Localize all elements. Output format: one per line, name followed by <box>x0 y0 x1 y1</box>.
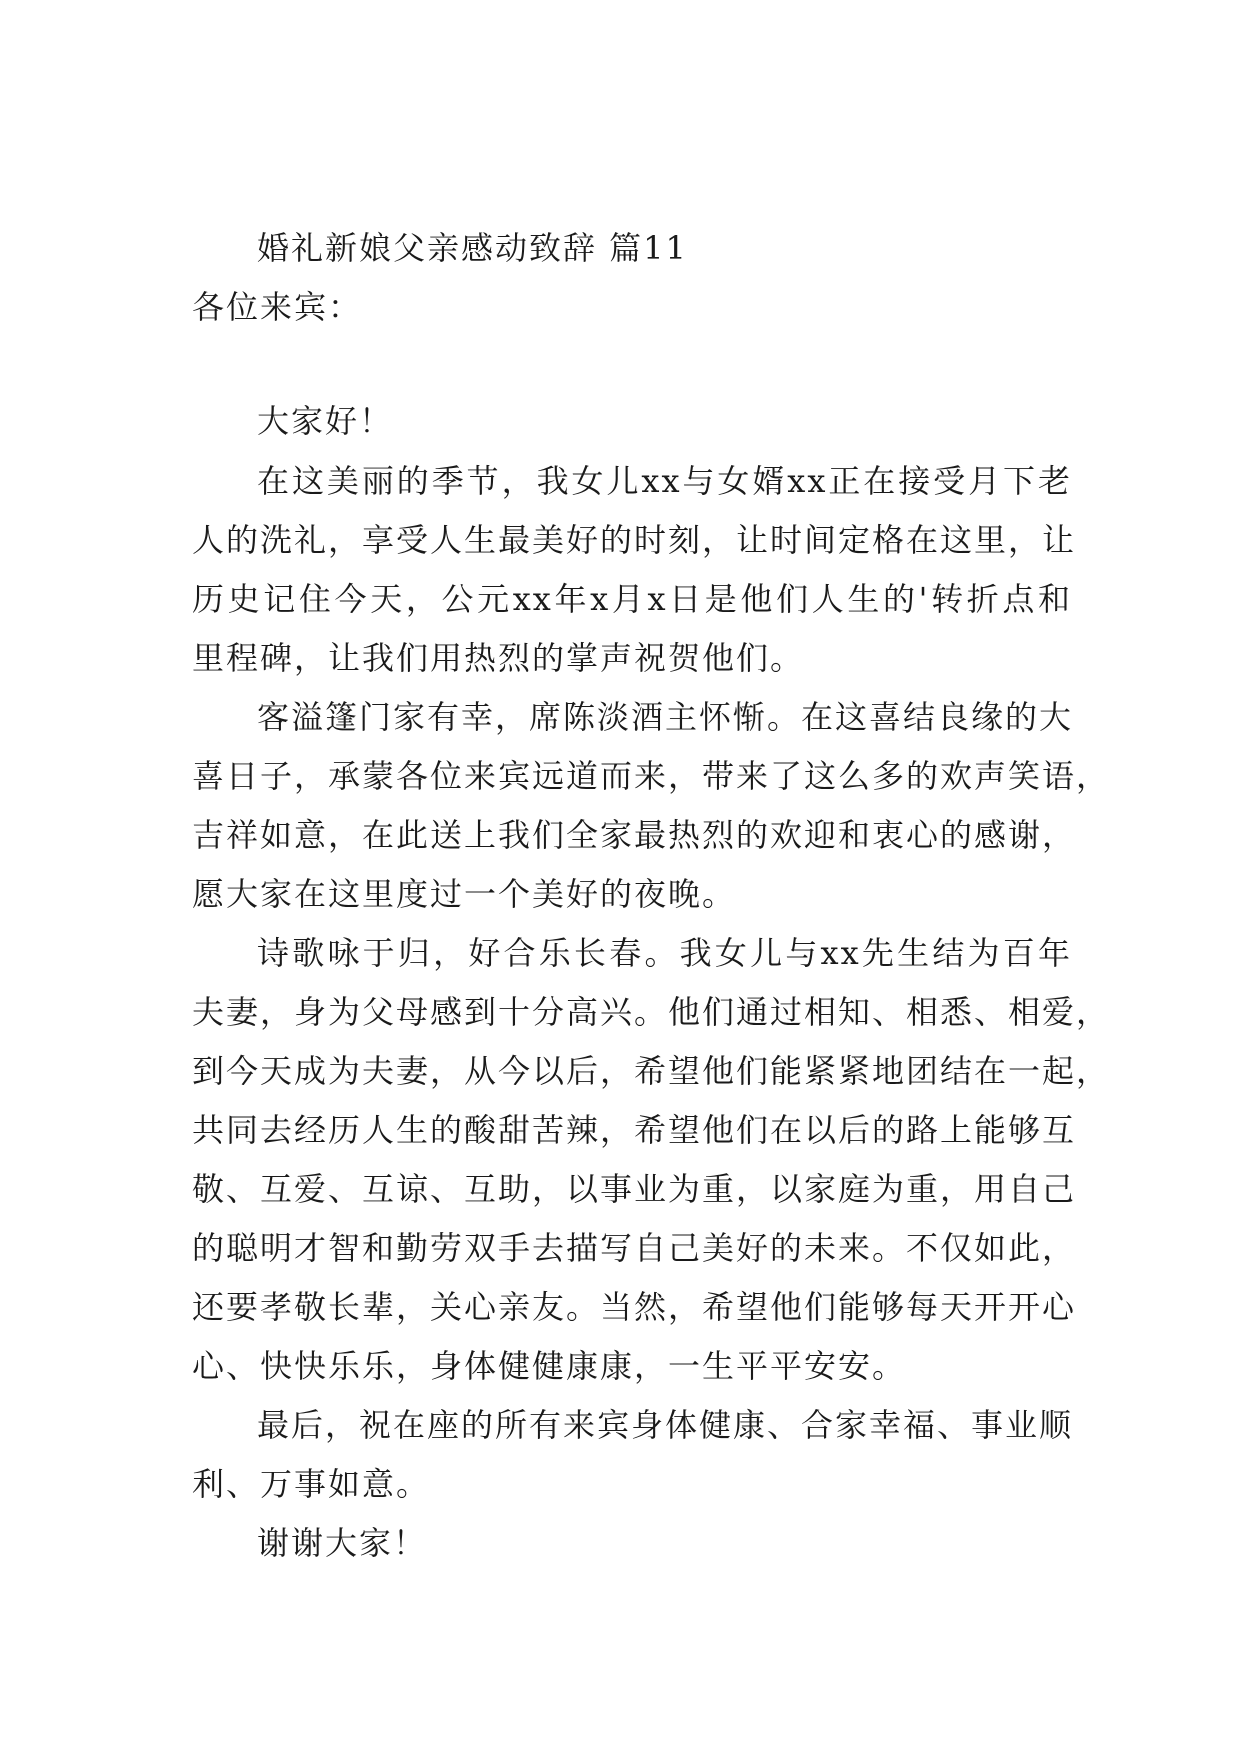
paragraph-1-line-4: 里程碑，让我们用热烈的掌声祝贺他们。 <box>192 639 805 677</box>
paragraph-3-line-3: 到今天成为夫妻，从今以后，希望他们能紧紧地团结在一起， <box>192 1052 1111 1090</box>
paragraph-3-line-5: 敬、互爱、互谅、互助，以事业为重，以家庭为重，用自己 <box>192 1170 1077 1208</box>
paragraph-2-line-3: 吉祥如意，在此送上我们全家最热烈的欢迎和衷心的感谢， <box>192 816 1077 854</box>
salutation: 各位来宾： <box>192 288 363 326</box>
paragraph-2-line-4: 愿大家在这里度过一个美好的夜晚。 <box>192 875 737 913</box>
paragraph-1-line-3: 历史记住今天，公元xx年x月x日是他们人生的'转折点和 <box>192 580 1072 618</box>
paragraph-3-line-2: 夫妻，身为父母感到十分高兴。他们通过相知、相悉、相爱， <box>192 993 1111 1031</box>
paragraph-1-line-1: 在这美丽的季节，我女儿xx与女婿xx正在接受月下老 <box>257 462 1072 500</box>
paragraph-3-line-1: 诗歌咏于归，好合乐长春。我女儿与xx先生结为百年 <box>257 934 1072 972</box>
paragraph-3-line-6: 的聪明才智和勤劳双手去描写自己美好的未来。不仅如此， <box>192 1229 1077 1267</box>
greeting: 大家好！ <box>257 402 394 440</box>
paragraph-2-line-2: 喜日子，承蒙各位来宾远道而来，带来了这么多的欢声笑语， <box>192 757 1111 795</box>
paragraph-4-line-1: 最后，祝在座的所有来宾身体健康、合家幸福、事业顺 <box>257 1406 1074 1444</box>
paragraph-1-line-2: 人的洗礼，享受人生最美好的时刻，让时间定格在这里，让 <box>192 521 1077 559</box>
paragraph-3-line-7: 还要孝敬长辈，关心亲友。当然，希望他们能够每天开开心 <box>192 1288 1077 1326</box>
closing: 谢谢大家！ <box>257 1524 428 1562</box>
paragraph-3-line-8: 心、快快乐乐，身体健健康康，一生平平安安。 <box>192 1347 907 1385</box>
paragraph-2-line-1: 客溢篷门家有幸，席陈淡酒主怀惭。在这喜结良缘的大 <box>257 698 1074 736</box>
paragraph-4-line-2: 利、万事如意。 <box>192 1465 431 1503</box>
paragraph-3-line-4: 共同去经历人生的酸甜苦辣，希望他们在以后的路上能够互 <box>192 1111 1077 1149</box>
document-title: 婚礼新娘父亲感动致辞 篇11 <box>257 229 688 267</box>
